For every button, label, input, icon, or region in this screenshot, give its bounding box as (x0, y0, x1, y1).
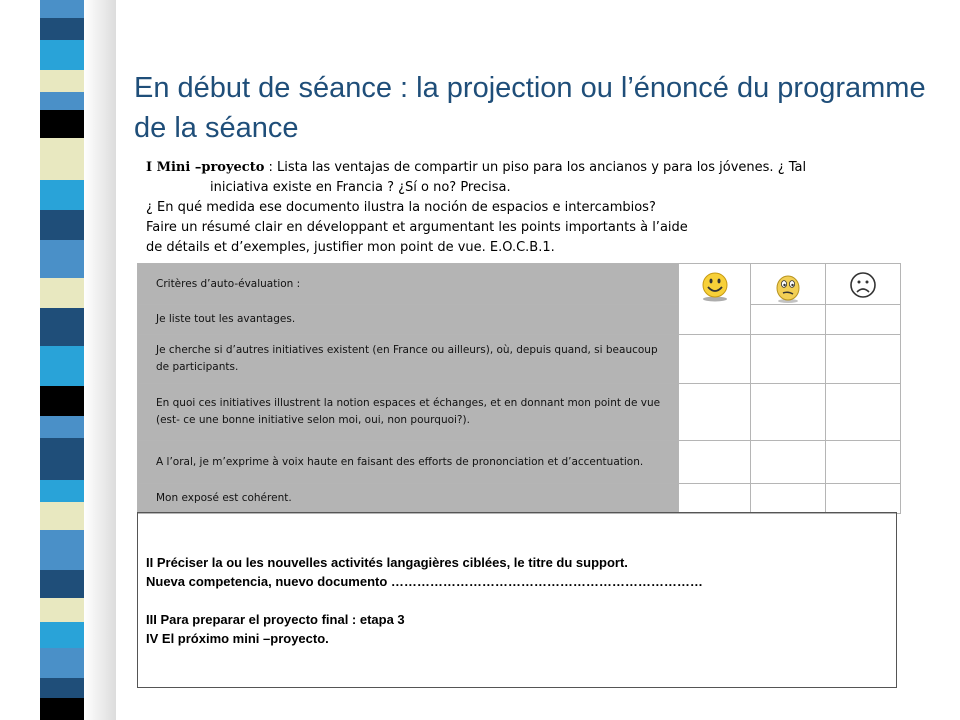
mini-project-heading: I Mini –proyecto (146, 160, 265, 175)
rating-cell[interactable] (679, 484, 751, 514)
instruction-line-4: de détails et d’exemples, justifier mon point de vue. E.O.C.B.1. (146, 240, 555, 255)
plan-line-3: III Para preparar el proyecto final : etapa 3 (146, 612, 405, 627)
plan-line-4: IV El próximo mini –proyecto. (146, 631, 329, 646)
criterion-text: Je cherche si d’autres initiatives existent (en France ou ailleurs), où, depuis quand, si beaucoup de participants. (138, 335, 679, 384)
criteria-header: Critères d’auto-évaluation : (138, 264, 679, 305)
rating-cell[interactable] (751, 441, 826, 484)
table-header-row (138, 264, 901, 305)
session-plan-box (137, 512, 897, 688)
criterion-text: Je liste tout les avantages. (138, 305, 679, 335)
smiley-sad-icon (848, 270, 878, 300)
criterion-text: Mon exposé est cohérent. (138, 484, 679, 514)
rating-cell[interactable] (751, 305, 826, 335)
plan-line-2: II Préciser la ou les nouvelles activités langagières ciblées, le titre du support. (146, 555, 628, 570)
table-row (138, 335, 901, 384)
plan-line-competence: Nueva competencia, nuevo documento ……………………………………………………………… (146, 574, 703, 589)
table-row (138, 305, 901, 335)
criterion-text: En quoi ces initiatives illustrent la notion espaces et échanges, et en donnant mon point de vue (est- ce une bonne initiative selon moi, oui, non pourquoi?). (138, 384, 679, 441)
rating-cell[interactable] (826, 305, 901, 335)
instruction-line-3: Faire un résumé clair en développant et argumentant les points importants à l’aide (146, 220, 688, 235)
table-row (138, 484, 901, 514)
self-evaluation-table (137, 263, 901, 514)
rating-cell[interactable] (751, 335, 826, 384)
table-row (138, 384, 901, 441)
rating-cell[interactable] (751, 384, 826, 441)
smiley-unsure-cell (751, 264, 826, 305)
rating-cell[interactable] (751, 484, 826, 514)
rating-cell[interactable] (826, 335, 901, 384)
smiley-happy-icon (699, 270, 731, 302)
rating-cell[interactable] (679, 335, 751, 384)
rating-cell[interactable] (826, 384, 901, 441)
smiley-sad-cell (826, 264, 901, 305)
mini-project-instructions (146, 158, 906, 258)
rating-cell[interactable] (679, 441, 751, 484)
instruction-line-1b: iniciativa existe en Francia ? ¿Sí o no? Precisa. (210, 180, 511, 195)
page-title: En début de séance : la projection ou l’énoncé du programme de la séance (134, 72, 926, 144)
instruction-line-2: ¿ En qué medida ese documento ilustra la noción de espacios e intercambios? (146, 200, 656, 215)
decorative-stripe (0, 0, 120, 720)
table-row (138, 441, 901, 484)
instruction-line-1: : Lista las ventajas de compartir un piso para los ancianos y para los jóvenes. ¿ Tal (264, 160, 807, 175)
rating-cell[interactable] (679, 384, 751, 441)
rating-cell[interactable] (826, 441, 901, 484)
smiley-unsure-icon (773, 272, 803, 304)
smiley-happy-cell (679, 264, 751, 335)
rating-cell[interactable] (826, 484, 901, 514)
criterion-text: A l’oral, je m’exprime à voix haute en faisant des efforts de prononciation et d’accentuation. (138, 441, 679, 484)
